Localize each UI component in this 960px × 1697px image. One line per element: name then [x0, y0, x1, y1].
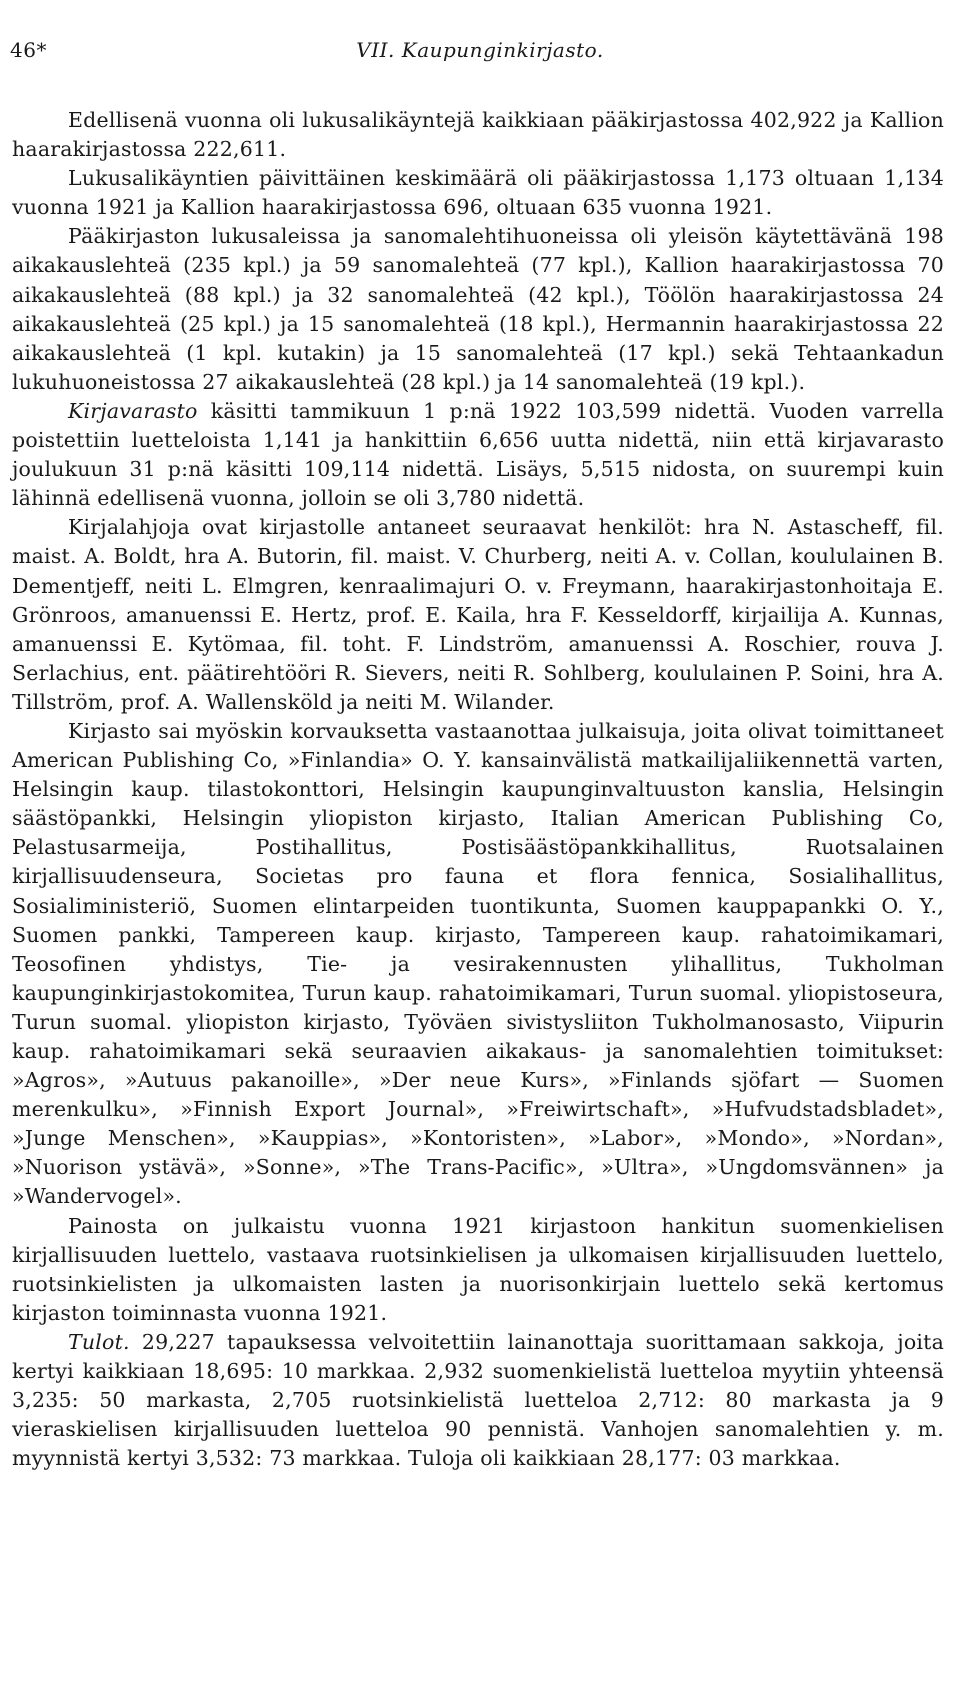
paragraph-book-donors [12, 513, 944, 717]
running-title: VII. Kaupunginkirjasto. [356, 38, 604, 62]
paragraph-text: Edellisenä vuonna oli lukusalikäyntejä kaikkiaan pääkirjastossa 402,922 ja Kallion haarakirjastossa 222,611. [12, 108, 944, 162]
paragraph-text: Painosta on julkaistu vuonna 1921 kirjastoon hankitun suomenkielisen kirjallisuuden luettelo, vastaava ruotsinkielisen ja ulkomaisen kirjallisuuden luettelo, ruotsinkielisten ja ulkomaisten lasten ja nuorisonkirjain luettelo sekä kertomus kirjaston toiminnasta vuonna 1921. [12, 1213, 944, 1325]
paragraph-publications-received [12, 717, 944, 1212]
page-number: 46* [10, 38, 47, 62]
page-header [10, 38, 950, 74]
paragraph-book-collection [12, 397, 944, 513]
paragraph-income [12, 1328, 944, 1473]
paragraph-lead: Kirjavarasto [68, 398, 198, 423]
paragraph-text: Pääkirjaston lukusaleissa ja sanomalehtihuoneissa oli yleisön käytettävänä 198 aikakauslehteä (235 kpl.) ja 59 sanomalehteä (77 kpl.), Kallion haarakirjastossa 70 aikakauslehteä (88 kpl.) ja 32 sanomalehteä (42 kpl.), Töölön haarakirjastossa 24 aikakauslehteä (25 kpl.) ja 15 sanomalehteä (18 kpl.), Hermannin haarakirjastossa 22 aikakauslehteä (1 kpl. kutakin) ja 15 sanomalehteä (17 kpl.) sekä Tehtaankadun lukuhuoneistossa 27 aikakauslehteä (28 kpl.) ja 14 sanomalehteä (19 kpl.). [12, 224, 944, 394]
paragraph-text: Kirjasto sai myöskin korvauksetta vastaanottaa julkaisuja, joita olivat toimittaneet American Publishing Co, »Finlandia» O. Y. kansainvälistä matkailijaliikennettä varten, Helsingin kaup. tilastokonttori, Helsingin kaupunginvaltuuston kanslia, Helsingin säästöpankki, Helsingin yliopiston kirjasto, Italian American Publishing Co, Pelastusarmeija, Postihallitus, Postisäästöpankkihallitus, Ruotsalainen kirjallisuudenseura, Societas pro fauna et flora fennica, Sosialihallitus, Sosialiministeriö, Suomen elintarpeiden tuontikunta, Suomen kauppapankki O. Y., Suomen pankki, Tampereen kaup. kirjasto, Tampereen kaup. rahatoimikamari, Teosofinen yhdistys, Tie- ja vesirakennusten ylihallitus, Tukholman kaupunginkirjastokomitea, Turun kaup. rahatoimikamari, Turun suomal. yliopistoseura, Turun suomal. yliopiston kirjasto, Työväen sivistysliiton Tukholmanosasto, Viipurin kaup. rahatoimikamari sekä seuraavien aikakaus- ja sanomalehtien toimitukset: »Agros», »Autuus pakanoille», »Der neue Kurs», »Finlands sjöfart — Suomen merenkulku», »Finnish Export Journal», »Freiwirtschaft», »Hufvudstadsbladet», »Junge Menschen», »Kauppias», »Kontoristen», »Labor», »Mondo», »Nordan», »Nuorison ystävä», »Sonne», »The Trans-Pacific», »Ultra», »Ungdomsvännen» ja »Wandervogel». [12, 718, 944, 1209]
paragraph-text: Lukusalikäyntien päivittäinen keskimäärä oli pääkirjastossa 1,173 oltuaan 1,134 vuonna 1921 ja Kallion haarakirjastossa 696, oltuaan 635 vuonna 1921. [12, 166, 944, 220]
paragraph-printed-catalogues [12, 1212, 944, 1328]
paragraph-daily-average [12, 164, 944, 222]
paragraph-lead: Tulot. [68, 1329, 130, 1354]
body-text [12, 106, 944, 1473]
paragraph-periodicals [12, 222, 944, 397]
paragraph-text: Kirjalahjoja ovat kirjastolle antaneet seuraavat henkilöt: hra N. Astascheff, fil. maist. A. Boldt, hra A. Butorin, fil. maist. V. Churberg, neiti A. v. Collan, koululainen B. Dementjeff, neiti L. Elmgren, kenraalimajuri O. v. Freymann, haarakirjastonhoitaja E. Grönroos, amanuenssi E. Hertz, prof. E. Kaila, hra F. Kesseldorff, kirjailija A. Kunnas, amanuenssi E. Kytömaa, fil. toht. F. Lindström, amanuenssi A. Roschier, rouva J. Serlachius, ent. päätirehtööri R. Sievers, neiti R. Sohlberg, koululainen P. Soini, hra A. Tillström, prof. A. Wallensköld ja neiti M. Wilander. [12, 515, 944, 714]
paragraph-text: 29,227 tapauksessa velvoitettiin lainanottaja suorittamaan sakkoja, joita kertyi kaikkiaan 18,695: 10 markkaa. 2,932 suomenkielistä luetteloa myytiin yhteensä 3,235: 50 markasta, 2,705 ruotsinkielistä luetteloa 2,712: 80 markasta ja 9 vieraskielisen kirjallisuuden luetteloa 90 pennistä. Vanhojen sanomalehtien y. m. myynnistä kertyi 3,532: 73 markkaa. Tuloja oli kaikkiaan 28,177: 03 markkaa. [12, 1329, 944, 1471]
paragraph-text: käsitti tammikuun 1 p:nä 1922 103,599 nidettä. Vuoden varrella poistettiin luetteloista 1,141 ja hankittiin 6,656 uutta nidettä, niin että kirjavarasto joulukuun 31 p:nä käsitti 109,114 nidettä. Lisäys, 5,515 nidosta, on suurempi kuin lähinnä edellisenä vuonna, jolloin se oli 3,780 nidettä. [12, 398, 944, 511]
paragraph-reading-room-visits [12, 106, 944, 164]
